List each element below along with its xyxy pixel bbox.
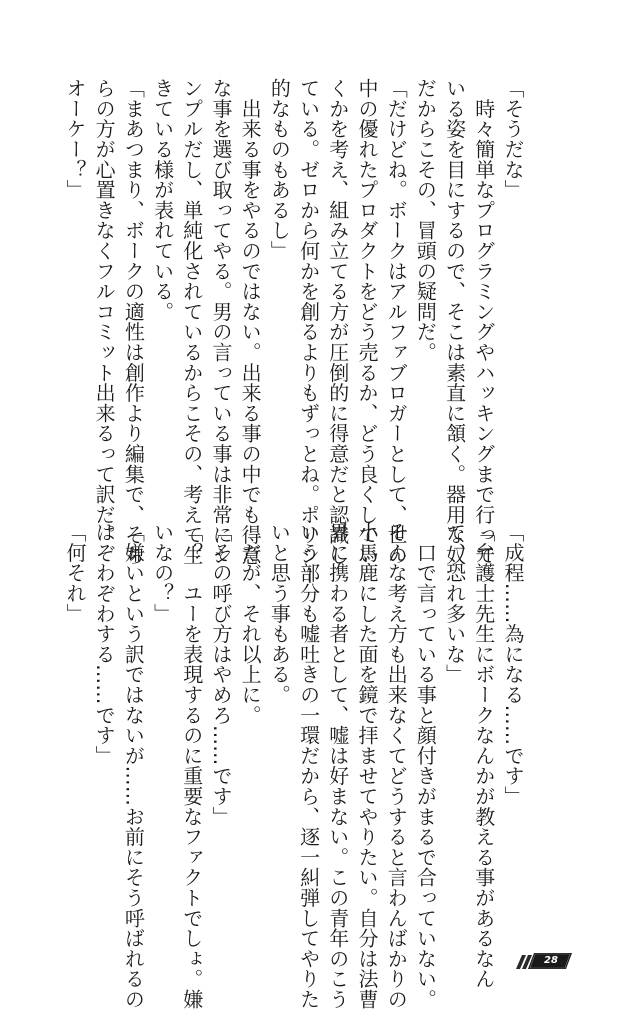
text-line: て、恐れ多いな」 <box>442 522 467 685</box>
text-line: 「そうだな」 <box>501 78 525 200</box>
page-number: 28 <box>544 955 558 966</box>
text-line: 「その呼び方はやめろ……です」 <box>208 522 233 827</box>
text-line: いう部分も嘘吐きの一環だから、逐一糾弾してやりた <box>296 522 321 1010</box>
text-line: 小馬鹿にした面を鏡で拝ませてやりたい。自分は法曹 <box>354 522 379 1010</box>
text-line: 「まあつまり、ボークの適性は創作より編集で、そち <box>121 78 146 566</box>
text-line: 出来る事をやるのではない。出来る事の中でも得意 <box>238 78 263 566</box>
text-line: らの方が心置きなくフルコミット出来るって訳だ。 <box>92 78 117 545</box>
text-line: はぞわぞわする……です」 <box>92 522 117 766</box>
text-line: オーケー？」 <box>62 78 87 200</box>
text-line: いなの？」 <box>150 522 175 624</box>
text-line: 口で言っている事と顔付きがまるで合っていない。 <box>413 522 438 1010</box>
page-number-badge <box>512 953 572 969</box>
text-line: な事を選び取ってやる。男の言っている事は非常にシ <box>208 78 233 566</box>
text-line: 時々簡単なプログラミングやハッキングまで行って <box>471 78 496 566</box>
text-line: ている。ゼロから何かを創るよりもずっとね。ポリシー <box>296 78 321 586</box>
text-line: そんな考え方も出来なくてどうすると言わんばかりの <box>384 522 409 1010</box>
bottom-text-block <box>62 522 527 1010</box>
text-line: 「だけどね。ボークはアルファブロガーとして、世の <box>384 78 409 566</box>
text-line: 「嫌いという訳ではないが……お前にそう呼ばれるの <box>121 522 146 1010</box>
text-line: ンプルだし、単純化されているからこその、考えて生 <box>179 78 204 566</box>
text-line: くかを考え、組み立てる方が圧倒的に得意だと認識し <box>325 78 350 566</box>
text-line: 「？ ユーを表現するのに重要なファクトでしょ。嫌 <box>179 522 204 1010</box>
text-line: 中の優れたプロダクトをどう売るか、どう良くしてい <box>354 78 379 566</box>
text-line: 「弁護士先生にボークなんかが教える事があるなん <box>471 522 496 989</box>
text-line: いと思う事もある。 <box>267 522 292 705</box>
text-line: だが、それ以上に。 <box>238 522 263 725</box>
text-line: 的なものもあるし」 <box>267 78 292 261</box>
text-line: 「成程……為になる……です」 <box>501 522 525 807</box>
text-line: いる姿を目にするので、そこは素直に頷く。器用な奴 <box>442 78 467 566</box>
text-line: 「何それ」 <box>62 522 87 624</box>
text-line: だからこその、冒頭の疑問だ。 <box>413 78 438 363</box>
text-line: きている様が表れている。 <box>150 78 175 322</box>
text-line: 界に携わる者として、嘘は好まない。この青年のこう <box>325 522 350 1010</box>
